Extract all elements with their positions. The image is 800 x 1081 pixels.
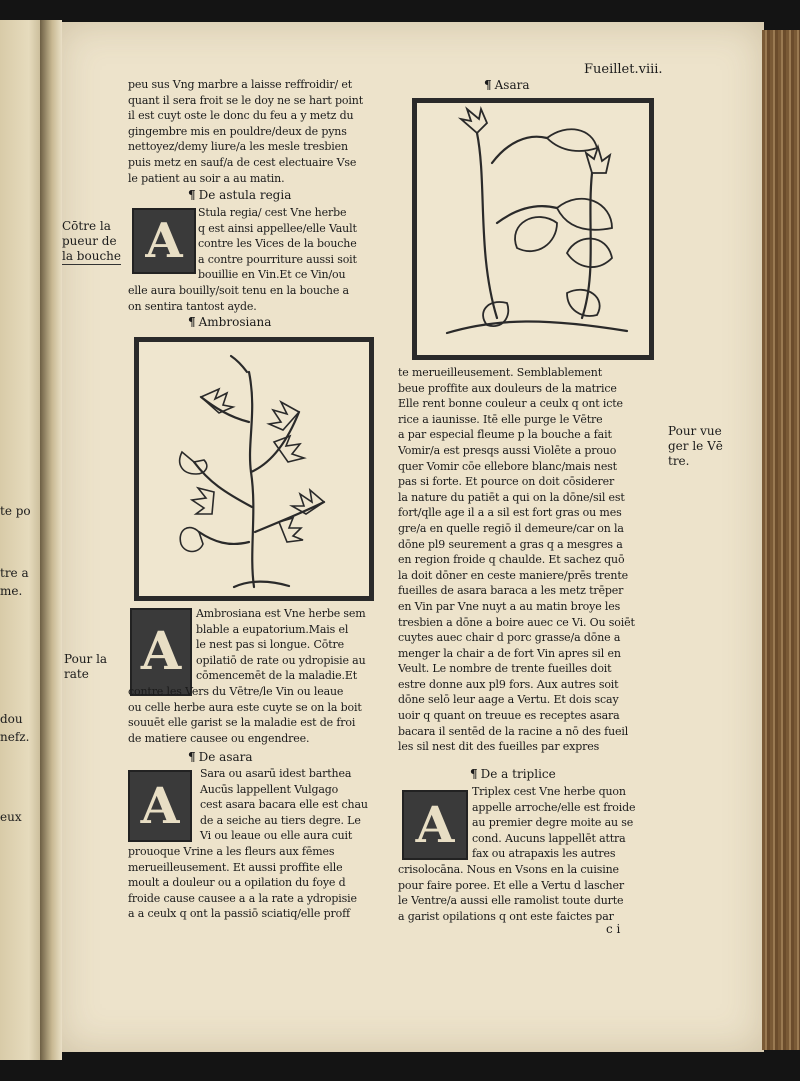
- col1-ambrosiana-text: Ambrosiana est Vne herbe sem blable a eupatorium.Mais el le nest pas si longue. Cōtre opilatiō de rate ou ydropisie au cōmencemēt de la maladie.Et contre les Vers du Vētre/le Vin ou leaue ou celle herbe aura este cuyte se on la boit souuēt elle garist se la maladie est de froi de matiere causee ou engendree.: [128, 607, 366, 745]
- heading-astula-regia: ¶ De astula regia: [188, 188, 292, 202]
- margin-note-left-mouth: Cōtre la pueur de la bouche: [62, 219, 121, 263]
- heading-de-asara: ¶ De asara: [188, 750, 253, 764]
- asara-plant-illustration: [417, 103, 649, 355]
- left-page-fragment: tre a: [0, 566, 29, 580]
- ambrosiana-plant-illustration: [139, 342, 369, 596]
- initial-a-ambrosiana: A: [130, 608, 192, 696]
- heading-asara: ¶ Asara: [484, 78, 530, 92]
- woodcut-asara: [412, 98, 654, 360]
- left-page-fragment: me.: [0, 584, 23, 598]
- col1-astula-text: Stula regia/ cest Vne herbe q est ainsi appellee/elle Vault contre les Vices de la bouche a contre pourriture aussi soit bouillie en Vin.Et ce Vin/ou elle aura bouilly/soit tenu en la bouche a on sentira tantost ayde.: [128, 206, 357, 313]
- left-page-fragment: eux: [0, 810, 22, 824]
- initial-a-asara: A: [128, 770, 192, 842]
- col2-triplex-text: Triplex cest Vne herbe quon appelle arroche/elle est froide au premier degre moite au se cond. Aucuns lappellēt attra fax ou atrapaxis les autres crisolocāna. Nous en Vsons en la cuisine pour faire poree. Et elle a Vertu d lascher le Ventre/a aussi elle ramolist toute durte a garist opilations q ont este faictes par: [398, 785, 636, 923]
- signature-mark: c i: [606, 922, 621, 936]
- margin-note-right-belly: Pour vue ger le Vē tre.: [668, 424, 723, 468]
- col1-asara-text: Sara ou asarū idest barthea Aucūs lappellent Vulgago cest asara bacara elle est chau de a seiche au tiers degre. Le Vi ou leaue ou elle aura cuit prouoque Vrine a les fleurs aux fēmes merueilleusement. Et aussi proffite elle moult a douleur ou a opilation du foye d froide cause causee a a la rate a ydropisie a a ceulx q ont la passiō sciatiq/elle proff: [128, 767, 368, 921]
- left-page-fragment: nefz.: [0, 730, 30, 744]
- left-page-fragment: te po: [0, 504, 31, 518]
- woodcut-ambrosiana: [134, 337, 374, 601]
- col2-asara-text: te merueilleusement. Semblablement beue proffite aux douleurs de la matrice Elle rent bonne couleur a ceulx q ont icte rice a iaunisse. Itē elle purge le Vētre a par especial fleume p la bouche a fait Vomir/a est presqs aussi Violēte a prouo quer Vomir cōe ellebore blanc/mais nest pas si forte. Et pource on doit cōsiderer la nature du patiēt a qui on la dōne/sil est fort/qlle age il a a sil est fort gras ou mes gre/a en quelle regiō il demeure/car on la dōne pl9 seurement a gras q a mesgres a en region froide q chaulde. Et sachez quō la doit dōner en ceste maniere/prēs trente fueilles de asara baraca a les metz trēper en Vin par Vne nuyt a au matin broye les tresbien a dōne a boire auec ce Vi. Ou soiēt cuytes auec chair d porc grasse/a dōne a menger la chair a de fort Vin apres sil en Veult. Le nombre de trente fueilles doit estre donne aux pl9 fors. Aux autres soit dōne selō leur aage a Vertu. Et dois scay uoir q quant on treuue es receptes asara bacara il sentēd de la racine a nō des fueil les sil nest dit des fueilles par expres: [398, 366, 635, 754]
- book-fore-edge: [762, 30, 800, 1050]
- folio-number: Fueillet.viii.: [584, 62, 663, 77]
- heading-triplex: ¶ De a triplice: [470, 767, 556, 781]
- initial-a-astula: A: [132, 208, 196, 274]
- col1-top-text: peu sus Vng marbre a laisse reffroidir/ et quant il sera froit se le doy ne se hart point il est cuyt oste le donc du feu a y metz du gingembre mis en pouldre/deux de pyns nettoyez/demy liure/a les mesle tresbien puis metz en sauf/a de cest electuaire Vse le patient au soir a au matin.: [128, 78, 363, 185]
- heading-ambrosiana: ¶ Ambrosiana: [188, 315, 272, 329]
- book-gutter: [40, 20, 62, 1060]
- right-page: [58, 22, 764, 1052]
- initial-a-triplex: A: [402, 790, 468, 860]
- left-page-fragment: dou: [0, 712, 23, 726]
- margin-note-left-spleen: Pour la rate: [64, 652, 108, 681]
